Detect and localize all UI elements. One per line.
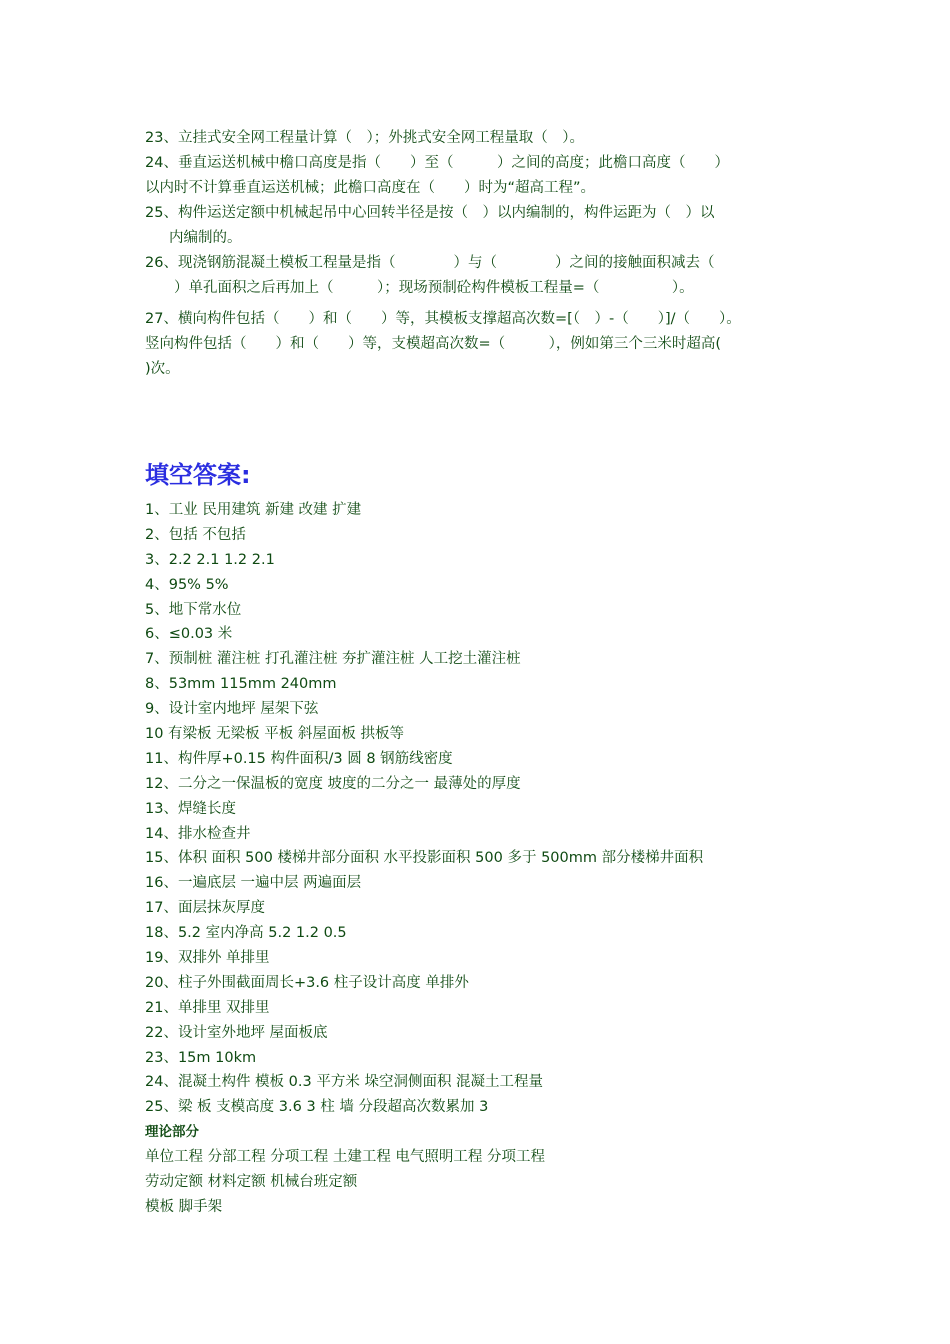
section-heading: 理论部分 — [145, 1124, 199, 1141]
question-line: 25、构件运送定额中机械起吊中心回转半径是按（ ）以内编制的，构件运距为（ ）以 — [145, 205, 715, 221]
answer-line: 单位工程 分部工程 分项工程 土建工程 电气照明工程 分项工程 — [145, 1149, 546, 1166]
answer-line: 15、体积 面积 500 楼梯井部分面积 水平投影面积 500 多于 500mm 部分楼梯井面积 — [145, 850, 704, 867]
answer-line: 16、一遍底层 一遍中层 两遍面层 — [145, 875, 362, 892]
question-line: 内编制的。 — [169, 230, 242, 246]
answer-line: 11、构件厚+0.15 构件面积/3 圆 8 钢筋线密度 — [145, 750, 453, 767]
answer-line: 22、设计室外地坪 屋面板底 — [145, 1024, 328, 1041]
question-line: 24、垂直运送机械中檐口高度是指（ ）至（ ）之间的高度；此檐口高度（ ） — [145, 155, 729, 171]
answer-title: 填空答案: — [145, 461, 251, 489]
answer-line: 19、双排外 单排里 — [145, 950, 270, 967]
answer-line: 模板 脚手架 — [145, 1198, 223, 1215]
answer-list — [145, 498, 825, 1220]
answer-line: 10 有梁板 无梁板 平板 斜屋面板 拱板等 — [145, 726, 404, 743]
question-line: 以内时不计算垂直运送机械；此檐口高度在（ ）时为“超高工程”。 — [145, 180, 596, 196]
answer-line: 25、梁 板 支模高度 3.6 3 柱 墙 分段超高次数累加 3 — [145, 1099, 489, 1116]
answer-line: 14、排水检查井 — [145, 825, 251, 842]
answer-line: 2、包括 不包括 — [145, 526, 246, 543]
answer-line: 24、混凝土构件 模板 0.3 平方米 垛空洞侧面积 混凝土工程量 — [145, 1074, 544, 1091]
answer-line: 7、预制桩 灌注桩 打孔灌注桩 夯扩灌注桩 人工挖土灌注桩 — [145, 651, 521, 668]
answer-line: 6、≤0.03 米 — [145, 626, 233, 643]
question-line: ）单孔面积之后再加上（ ）；现场预制砼构件模板工程量=（ ）。 — [145, 280, 694, 296]
answer-line: 1、工业 民用建筑 新建 改建 扩建 — [145, 502, 362, 518]
answer-line: 18、5.2 室内净高 5.2 1.2 0.5 — [145, 925, 347, 942]
answer-line: 4、95% 5% — [145, 576, 229, 593]
question-line: 26、现浇钢筋混凝土模板工程量是指（ ）与（ ）之间的接触面积减去（ — [145, 255, 715, 271]
answer-line: 13、焊缝长度 — [145, 800, 236, 817]
answer-line: 劳动定额 材料定额 机械台班定额 — [145, 1174, 358, 1191]
answer-line: 3、2.2 2.1 1.2 2.1 — [145, 551, 275, 568]
answer-line: 23、15m 10km — [145, 1049, 257, 1066]
answer-line: 5、地下常水位 — [145, 601, 242, 618]
answer-line: 12、二分之一保温板的宽度 坡度的二分之一 最薄处的厚度 — [145, 775, 521, 792]
question-line: )次。 — [145, 361, 180, 377]
question-line: 竖向构件包括（ ）和（ ）等，支模超高次数=（ ），例如第三个三米时超高( — [145, 336, 722, 352]
answer-line: 8、53mm 115mm 240mm — [145, 676, 337, 693]
question-list — [145, 126, 825, 382]
answer-line: 21、单排里 双排里 — [145, 999, 270, 1016]
answer-line: 17、面层抹灰厚度 — [145, 900, 265, 917]
question-line: 23、立挂式安全网工程量计算（ ）；外挑式安全网工程量取（ ）。 — [145, 130, 584, 146]
question-line: 27、横向构件包括（ ）和（ ）等，其模板支撑超高次数=[（ ）-（ ）]/（ ）。 — [145, 311, 741, 327]
answer-line: 9、设计室内地坪 屋架下弦 — [145, 701, 319, 718]
answer-line: 20、柱子外围截面周长+3.6 柱子设计高度 单排外 — [145, 974, 469, 991]
